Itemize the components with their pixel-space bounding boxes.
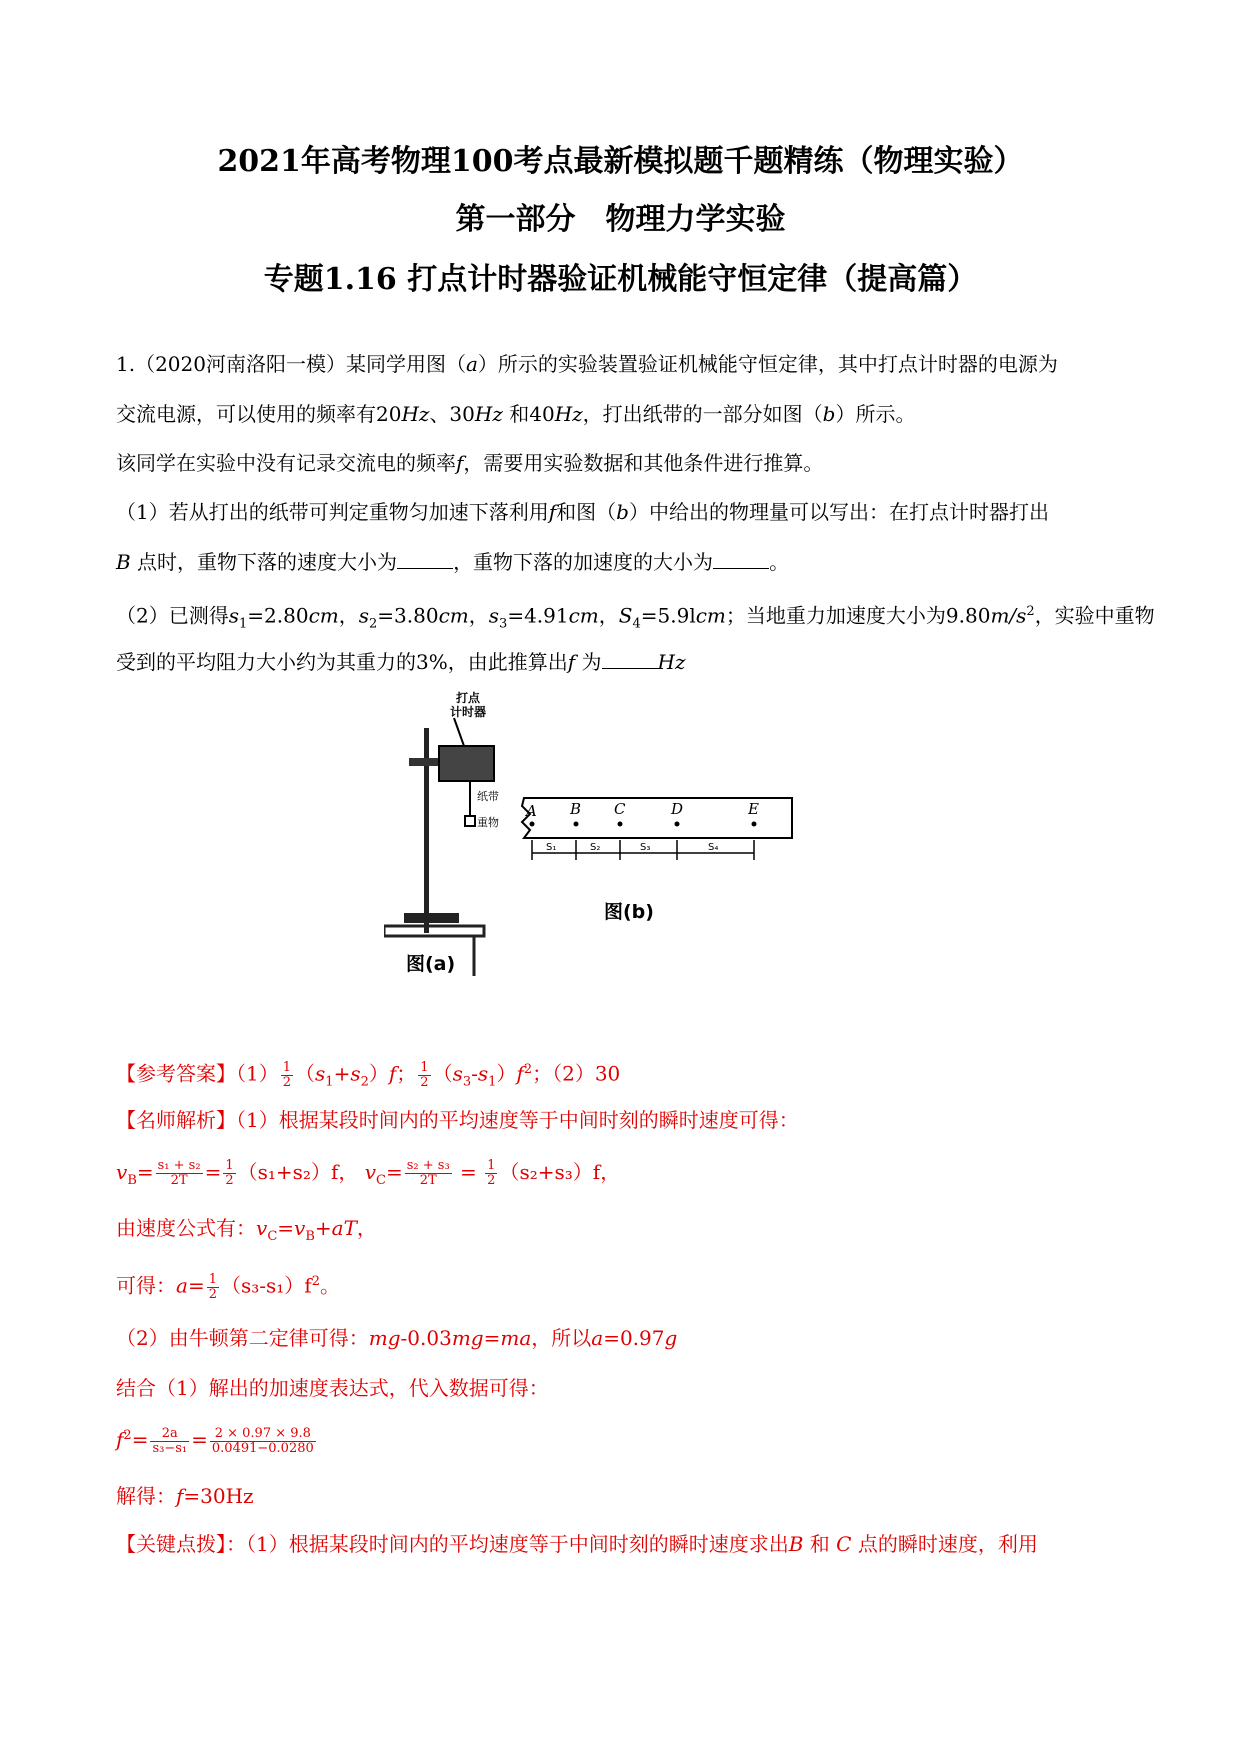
point-label: E	[748, 800, 759, 818]
point-a	[530, 822, 535, 827]
question-line-7: 受到的平均阻力大小约为其重力的3%，由此推算出f 为 Hz	[116, 650, 686, 674]
question-line-4: （1）若从打出的纸带可判定重物匀加速下落利用f和图（b）中给出的物理量可以写出：在打点计时器打出	[116, 500, 1049, 524]
answer-blank	[713, 548, 769, 569]
point-label: D	[671, 800, 684, 818]
topic-title: 专题1.16 打点计时器验证机械能守恒定律（提高篇）	[263, 262, 978, 297]
segment-label: S₄	[708, 842, 719, 853]
caption-a: 图(a)	[406, 953, 456, 975]
analysis-line-2: $v_B=$ $\frac{\text{s₁ + s₂}}{2T}$ = $\frac{1}{2}$ （s₁+s₂）f， $v_C=$ $\frac{\text{s₂ + s₃}}{2T}$ = $\frac{1}{2}$ （s₂+s₃）f，	[116, 1158, 621, 1188]
segment-label: S₁	[546, 842, 557, 853]
point-label: C	[614, 800, 626, 818]
label-timer-2: 计时器	[450, 705, 487, 719]
label-tape: 纸带	[477, 790, 499, 803]
reference-answer: 【参考答案】（1） $\frac{1}{2}$ $(s_1+s_2)f$； $\frac{1}{2}$ $(s_3-s_1)f^2$；（2）30	[116, 1059, 621, 1090]
analysis-line-1: 【名师解析】（1）根据某段时间内的平均速度等于中间时刻的瞬时速度可得：	[116, 1108, 799, 1132]
timer-icon	[439, 746, 494, 781]
point-label: B	[570, 800, 582, 818]
weight-icon	[465, 816, 475, 826]
analysis-line-5: （2）由牛顿第二定律可得：mg-0.03mg=ma，所以a=0.97g	[116, 1326, 678, 1350]
point-c	[618, 822, 623, 827]
analysis-line-3: 由速度公式有：$v_C=v_B+aT$，	[116, 1216, 377, 1244]
answer-blank	[602, 648, 658, 669]
point-b	[574, 822, 579, 827]
question-line-6: （2）已测得$s_1=2.80cm$，$s_2=3.80cm$，$s_3=4.91cm$，$S_4=5.9lcm$；当地重力加速度大小为$9.80m/s^2$，实验中重物	[116, 603, 1155, 632]
segment-label: S₃	[640, 842, 651, 853]
timer-pointer	[454, 718, 464, 746]
segment-label: S₂	[590, 842, 601, 853]
key-point: 【关键点拨】：（1）根据某段时间内的平均速度等于中间时刻的瞬时速度求出B 和 C 点的瞬时速度，利用	[116, 1532, 1038, 1556]
table	[384, 926, 484, 936]
main-title: 2021年高考物理100考点最新模拟题千题精练（物理实验）	[217, 144, 1024, 179]
label-weight: 重物	[477, 816, 499, 829]
answer-blank	[397, 548, 453, 569]
question-line-5: B 点时，重物下落的速度大小为 ，重物下落的加速度的大小为 。	[116, 550, 790, 574]
part-title: 第一部分 物理力学实验	[455, 202, 786, 237]
caption-b: 图(b)	[604, 901, 654, 923]
analysis-line-4: 可得：a= $\frac{1}{2}$ $(s_3-s_1)f^2$。	[116, 1271, 340, 1302]
label-timer-1: 打点	[456, 691, 481, 705]
analysis-line-8: 解得：f=30Hz	[116, 1484, 254, 1508]
stand-base	[404, 913, 459, 923]
experiment-figure	[384, 688, 864, 978]
point-e	[752, 822, 757, 827]
question-line-3: 该同学在实验中没有记录交流电的频率f，需要用实验数据和其他条件进行推算。	[116, 451, 824, 475]
point-label: A	[526, 802, 537, 820]
point-d	[675, 822, 680, 827]
question-line-2: 交流电源，可以使用的频率有20Hz、30Hz 和40Hz，打出纸带的一部分如图（b）所示。	[116, 402, 916, 426]
analysis-line-6: 结合（1）解出的加速度表达式，代入数据可得：	[116, 1376, 549, 1400]
analysis-line-7: $f^2=$ $\frac{2a}{\text{s₃−s₁}}$ = $\frac{2 \times 0.97 \times 9.8}{0.0491-0.0280}$	[116, 1425, 314, 1456]
question-line-1: 1.（2020河南洛阳一模）某同学用图（a）所示的实验装置验证机械能守恒定律，其中打点计时器的电源为	[116, 352, 1058, 376]
